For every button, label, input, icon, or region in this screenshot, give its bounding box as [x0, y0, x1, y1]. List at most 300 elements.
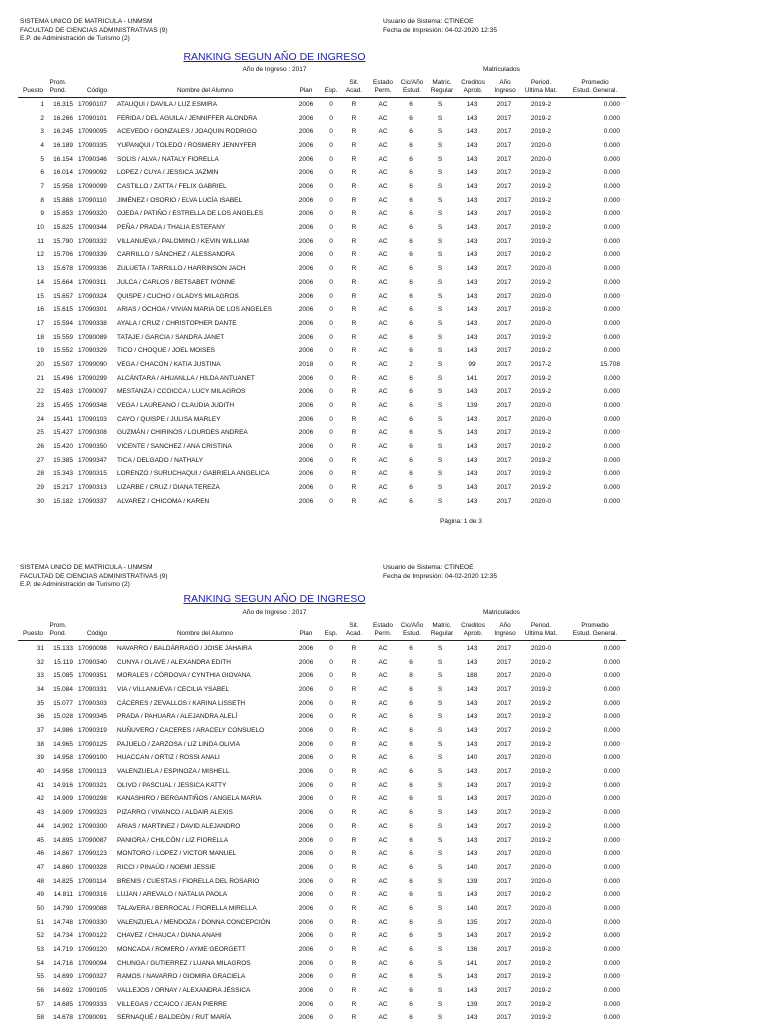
cell-codigo: 17090323 [78, 809, 107, 817]
cell-esp: 0 [329, 850, 333, 858]
cell-prom: 14.895 [53, 836, 73, 844]
cell-codigo: 17090320 [78, 210, 107, 218]
cell-period: 2019-2 [530, 210, 552, 218]
cell-creditos: 143 [466, 456, 478, 464]
cell-esp: 0 [329, 292, 333, 300]
cell-cic: 6 [409, 347, 413, 355]
cell-sit: R [351, 155, 357, 163]
cell-codigo: 17090088 [78, 904, 107, 912]
column-header-label: Regular [430, 629, 454, 637]
cell-puesto: 17 [36, 319, 44, 327]
cell-nombre: QUISPE / CUCHO / GLADYS MILAGROS [117, 292, 239, 300]
cell-puesto: 18 [36, 333, 44, 341]
cell-period: 2019-2 [530, 945, 552, 953]
table-row [0, 277, 640, 290]
table-row [0, 958, 640, 971]
cell-anio: 2017 [496, 128, 512, 136]
cell-sit: R [351, 863, 357, 871]
cell-estado: AC [378, 142, 388, 150]
cell-creditos: 143 [466, 699, 478, 707]
cell-plan: 2006 [298, 658, 314, 666]
cell-codigo: 17090122 [78, 932, 107, 940]
column-header-sit [342, 621, 366, 637]
cell-esp: 0 [329, 196, 333, 204]
cell-promedio: 0.000 [603, 128, 620, 136]
cell-puesto: 33 [36, 672, 44, 680]
cell-promedio: 0.000 [603, 142, 620, 150]
cell-esp: 0 [329, 781, 333, 789]
cell-codigo: 17090346 [78, 155, 107, 163]
cell-promedio: 0.000 [603, 388, 620, 396]
cell-nombre: JIMÉNEZ / OSORIO / ELVA LUCÍA ISABEL [117, 196, 243, 204]
cell-esp: 0 [329, 142, 333, 150]
cell-plan: 2006 [298, 374, 314, 382]
cell-sit: R [351, 456, 357, 464]
table-row [0, 208, 640, 221]
cell-codigo: 17090330 [78, 918, 107, 926]
cell-sit: R [351, 347, 357, 355]
cell-plan: 2006 [298, 265, 314, 273]
cell-cic: 6 [409, 727, 413, 735]
column-header-label: Aprob. [463, 86, 483, 94]
cell-sit: R [351, 754, 357, 762]
column-header-label: Ingreso [494, 86, 516, 94]
cell-cic: 6 [409, 155, 413, 163]
cell-nombre: CARRILLO / SÁNCHEZ / ALESSANDRA [117, 251, 235, 259]
cell-anio: 2017 [496, 333, 512, 341]
cell-esp: 0 [329, 932, 333, 940]
cell-anio: 2017 [496, 822, 512, 830]
cell-creditos: 139 [466, 1000, 478, 1008]
cell-cic: 6 [409, 686, 413, 694]
cell-anio: 2017 [496, 877, 512, 885]
cell-prom: 15.182 [53, 497, 73, 505]
cell-sit: R [351, 237, 357, 245]
cell-nombre: FERIDA / DEL AGUILA / JENNIFFER ALONDRA [117, 114, 258, 122]
cell-matric: S [437, 891, 443, 899]
cell-anio: 2017 [496, 401, 512, 409]
column-header-codigo [82, 78, 112, 94]
table-row [0, 263, 640, 276]
column-header-label: Plan [299, 86, 313, 94]
cell-creditos: 143 [466, 484, 478, 492]
table-row [0, 195, 640, 208]
column-header-label: Perm. [374, 86, 392, 94]
cell-matric: S [437, 292, 443, 300]
cell-nombre: AYALA / CRUZ / CHRISTOPHER DANTE [117, 319, 237, 327]
cell-promedio: 0.000 [603, 497, 620, 505]
column-header-label: Prom. [49, 621, 67, 629]
cell-sit: R [351, 443, 357, 450]
column-header-label: Nombre del Alumno [176, 86, 234, 94]
cell-esp: 0 [329, 686, 333, 694]
table-row [0, 698, 640, 711]
cell-cic: 6 [409, 114, 413, 122]
cell-esp: 0 [329, 374, 333, 382]
header-divider [18, 640, 626, 641]
cell-promedio: 0.000 [603, 237, 620, 245]
cell-promedio: 0.000 [603, 470, 620, 478]
cell-prom: 16.266 [53, 114, 73, 122]
cell-creditos: 143 [466, 686, 478, 694]
cell-estado: AC [378, 768, 388, 776]
table-row [0, 971, 640, 984]
cell-anio: 2017 [496, 686, 512, 694]
cell-esp: 0 [329, 713, 333, 721]
cell-plan: 2006 [298, 429, 314, 437]
cell-codigo: 17090099 [78, 183, 107, 191]
cell-nombre: PANIORA / CHILCÓN / LIZ FIORELLA [117, 836, 229, 844]
column-header-matric [428, 78, 456, 94]
cell-codigo: 17090299 [78, 374, 107, 382]
system-name: SISTEMA UNICO DE MATRICULA - UNMSM [20, 18, 153, 25]
cell-promedio: 0.000 [603, 347, 620, 355]
column-header-label: Ingreso [494, 629, 516, 637]
cell-esp: 0 [329, 210, 333, 218]
cell-esp: 0 [329, 1000, 333, 1008]
cell-puesto: 38 [36, 740, 44, 748]
cell-sit: R [351, 360, 357, 368]
column-header-label: Perm. [374, 629, 392, 637]
cell-plan: 2006 [298, 713, 314, 721]
cell-anio: 2017 [496, 754, 512, 762]
cell-esp: 0 [329, 863, 333, 871]
cell-sit: R [351, 169, 357, 177]
cell-prom: 15.615 [53, 306, 73, 314]
cell-anio: 2017 [496, 781, 512, 789]
cell-nombre: TATAJE / GARCIA / SANDRA JANET [117, 333, 225, 341]
cell-creditos: 143 [466, 932, 478, 940]
cell-anio: 2017 [496, 987, 512, 994]
cell-estado: AC [378, 959, 388, 967]
cell-prom: 16.154 [53, 155, 73, 163]
column-header-label: Estado [373, 78, 393, 86]
cell-estado: AC [378, 713, 388, 721]
cell-creditos: 143 [466, 850, 478, 858]
cell-plan: 2006 [298, 932, 314, 940]
cell-promedio: 0.000 [603, 415, 620, 423]
cell-anio: 2017 [496, 155, 512, 163]
cell-puesto: 1 [40, 101, 44, 108]
column-header-prom_pond [46, 78, 70, 94]
cell-matric: S [437, 727, 443, 735]
cell-cic: 6 [409, 224, 413, 232]
cell-period: 2017-2 [530, 360, 552, 368]
cell-anio: 2017 [496, 1014, 512, 1022]
cell-matric: S [437, 959, 443, 967]
cell-estado: AC [378, 987, 388, 994]
cell-nombre: SOLIS / ALVA / NATALY FIORELLA [117, 155, 219, 163]
cell-creditos: 143 [466, 142, 478, 150]
cell-anio: 2017 [496, 945, 512, 953]
cell-sit: R [351, 822, 357, 830]
cell-cic: 6 [409, 836, 413, 844]
cell-cic: 6 [409, 306, 413, 314]
cell-anio: 2017 [496, 850, 512, 858]
cell-anio: 2017 [496, 374, 512, 382]
cell-codigo: 17090113 [78, 768, 107, 776]
cell-prom: 14.825 [53, 877, 73, 885]
table-row [0, 862, 640, 875]
cell-promedio: 0.000 [603, 251, 620, 259]
cell-sit: R [351, 401, 357, 409]
column-header-label: Pond. [49, 629, 67, 637]
cell-esp: 0 [329, 347, 333, 355]
cell-codigo: 17090313 [78, 484, 107, 492]
cell-period: 2020-0 [530, 918, 552, 926]
cell-nombre: LIZARBE / CRUZ / DIANA TEREZA [117, 484, 220, 492]
cell-promedio: 0.000 [603, 768, 620, 776]
cell-anio: 2017 [496, 1000, 512, 1008]
column-header-codigo [82, 621, 112, 637]
cell-plan: 2006 [298, 292, 314, 300]
column-header-label: Nombre del Alumno [176, 629, 234, 637]
cell-puesto: 12 [36, 251, 44, 259]
cell-plan: 2006 [298, 251, 314, 259]
column-header-label: Ultima Mat. [524, 629, 558, 637]
cell-puesto: 40 [36, 768, 44, 776]
cell-creditos: 140 [466, 863, 478, 871]
cell-sit: R [351, 210, 357, 218]
cell-sit: R [351, 224, 357, 232]
column-header-label: Cic/Año [400, 621, 424, 629]
cell-creditos: 143 [466, 265, 478, 273]
cell-matric: S [437, 973, 443, 981]
table-row [0, 766, 640, 779]
cell-puesto: 57 [36, 1000, 44, 1008]
column-header-promedio [565, 621, 625, 637]
cell-sit: R [351, 497, 357, 505]
cell-puesto: 24 [36, 415, 44, 423]
cell-anio: 2017 [496, 210, 512, 218]
cell-plan: 2006 [298, 686, 314, 694]
cell-esp: 0 [329, 727, 333, 735]
cell-matric: S [437, 645, 443, 652]
cell-period: 2020-0 [530, 877, 552, 885]
cell-anio: 2017 [496, 292, 512, 300]
table-row [0, 889, 640, 902]
cell-puesto: 27 [36, 456, 44, 464]
cell-estado: AC [378, 877, 388, 885]
cell-puesto: 8 [40, 196, 44, 204]
cell-estado: AC [378, 891, 388, 899]
cell-matric: S [437, 795, 443, 803]
cell-period: 2019-2 [530, 114, 552, 122]
cell-cic: 6 [409, 754, 413, 762]
cell-creditos: 143 [466, 645, 478, 652]
cell-matric: S [437, 658, 443, 666]
cell-estado: AC [378, 497, 388, 505]
cell-creditos: 143 [466, 415, 478, 423]
cell-estado: AC [378, 658, 388, 666]
cell-esp: 0 [329, 183, 333, 191]
cell-prom: 15.559 [53, 333, 73, 341]
cell-period: 2020-0 [530, 904, 552, 912]
cell-nombre: VALLEJOS / ORNAY / ALEXANDRA JÉSSICA [117, 987, 251, 994]
cell-cic: 6 [409, 429, 413, 437]
cell-promedio: 0.000 [603, 374, 620, 382]
cell-puesto: 6 [40, 169, 44, 177]
cell-sit: R [351, 645, 357, 652]
cell-period: 2019-2 [530, 251, 552, 259]
cell-nombre: VIA / VILLANUEVA / CECILIA YSABEL [117, 686, 230, 694]
table-row [0, 482, 640, 495]
cell-sit: R [351, 374, 357, 382]
cell-estado: AC [378, 196, 388, 204]
cell-period: 2019-2 [530, 347, 552, 355]
table-row [0, 725, 640, 738]
cell-cic: 6 [409, 850, 413, 858]
cell-nombre: PAJUELO / ZARZOSA / LIZ LINDA OLIVIA [117, 740, 241, 748]
cell-puesto: 23 [36, 401, 44, 409]
report-title: RANKING SEGUN AÑO DE INGRESO [183, 51, 366, 63]
cell-cic: 6 [409, 415, 413, 423]
cell-promedio: 0.000 [603, 658, 620, 666]
cell-nombre: OLIVO / PASCUAL / JESSICA KATTY [117, 781, 227, 789]
cell-plan: 2006 [298, 672, 314, 680]
column-header-label: Puesto [23, 629, 43, 637]
cell-sit: R [351, 142, 357, 150]
cell-nombre: ARIAS / MARTINEZ / DAVID ALEJANDRO [117, 822, 241, 830]
cell-codigo: 17090308 [78, 429, 107, 437]
cell-sit: R [351, 1000, 357, 1008]
cell-cic: 6 [409, 470, 413, 478]
cell-plan: 2006 [298, 278, 314, 286]
cell-creditos: 143 [466, 333, 478, 341]
cell-puesto: 28 [36, 470, 44, 478]
cell-nombre: ALVAREZ / CHICOMA / KAREN [117, 497, 210, 505]
cell-codigo: 17090333 [78, 1000, 107, 1008]
cell-prom: 15.888 [53, 196, 73, 204]
cell-estado: AC [378, 850, 388, 858]
cell-period: 2019-2 [530, 836, 552, 844]
cell-matric: S [437, 809, 443, 817]
table-row [0, 930, 640, 943]
cell-sit: R [351, 278, 357, 286]
table-row [0, 167, 640, 180]
cell-sit: R [351, 987, 357, 994]
cell-plan: 2006 [298, 945, 314, 953]
cell-matric: S [437, 401, 443, 409]
cell-prom: 15.028 [53, 713, 73, 721]
cell-codigo: 17090091 [78, 1014, 107, 1022]
cell-promedio: 0.000 [603, 1014, 620, 1022]
cell-promedio: 0.000 [603, 306, 620, 314]
cell-period: 2020-0 [530, 795, 552, 803]
table-row [0, 400, 640, 413]
column-header-anio [490, 621, 520, 637]
cell-codigo: 17090316 [78, 891, 107, 899]
cell-prom: 15.084 [53, 686, 73, 694]
table-row [0, 318, 640, 331]
cell-sit: R [351, 699, 357, 707]
cell-puesto: 54 [36, 959, 44, 967]
cell-cic: 6 [409, 918, 413, 926]
cell-creditos: 143 [466, 891, 478, 899]
cell-matric: S [437, 388, 443, 396]
cell-cic: 6 [409, 822, 413, 830]
cell-cic: 6 [409, 959, 413, 967]
cell-promedio: 0.000 [603, 850, 620, 858]
cell-anio: 2017 [496, 932, 512, 940]
cell-estado: AC [378, 645, 388, 652]
column-header-label: Matric. [432, 621, 452, 629]
cell-estado: AC [378, 932, 388, 940]
cell-nombre: BRENIS / CUESTAS / FIORELLA DEL ROSARIO [117, 877, 260, 885]
cell-esp: 0 [329, 169, 333, 177]
cell-plan: 2006 [298, 727, 314, 735]
cell-creditos: 143 [466, 497, 478, 505]
cell-puesto: 56 [36, 987, 44, 994]
cell-promedio: 0.000 [603, 932, 620, 940]
cell-period: 2019-2 [530, 699, 552, 707]
cell-codigo: 17090094 [78, 959, 107, 967]
cell-period: 2020-0 [530, 415, 552, 423]
cell-prom: 14.748 [53, 918, 73, 926]
cell-estado: AC [378, 333, 388, 341]
cell-anio: 2017 [496, 645, 512, 652]
cell-plan: 2006 [298, 484, 314, 492]
cell-sit: R [351, 809, 357, 817]
cell-creditos: 139 [466, 877, 478, 885]
cell-estado: AC [378, 836, 388, 844]
cell-anio: 2017 [496, 891, 512, 899]
cell-plan: 2006 [298, 959, 314, 967]
cell-anio: 2017 [496, 169, 512, 177]
cell-creditos: 143 [466, 388, 478, 396]
cell-plan: 2006 [298, 768, 314, 776]
cell-creditos: 143 [466, 1014, 478, 1022]
cell-anio: 2017 [496, 470, 512, 478]
cell-prom: 15.594 [53, 319, 73, 327]
cell-estado: AC [378, 443, 388, 450]
cell-plan: 2006 [298, 754, 314, 762]
cell-anio: 2017 [496, 918, 512, 926]
cell-plan: 2006 [298, 169, 314, 177]
cell-cic: 6 [409, 497, 413, 505]
cell-puesto: 16 [36, 306, 44, 314]
cell-cic: 6 [409, 1000, 413, 1008]
table-row [0, 249, 640, 262]
cell-esp: 0 [329, 360, 333, 368]
cell-plan: 2006 [298, 388, 314, 396]
cell-prom: 15.790 [53, 237, 73, 245]
cell-codigo: 17090315 [78, 470, 107, 478]
cell-promedio: 0.000 [603, 918, 620, 926]
cell-prom: 14.958 [53, 754, 73, 762]
cell-plan: 2006 [298, 128, 314, 136]
header-meta [383, 18, 497, 35]
cell-codigo: 17090090 [78, 360, 107, 368]
cell-codigo: 17090350 [78, 443, 107, 450]
cell-matric: S [437, 484, 443, 492]
cell-prom: 14.867 [53, 850, 73, 858]
cell-promedio: 0.000 [603, 699, 620, 707]
cell-creditos: 143 [466, 781, 478, 789]
column-header-esp [321, 621, 341, 637]
cell-cic: 6 [409, 183, 413, 191]
cell-puesto: 48 [36, 877, 44, 885]
cell-promedio: 0.000 [603, 987, 620, 994]
cell-plan: 2006 [298, 699, 314, 707]
cell-plan: 2006 [298, 497, 314, 505]
cell-sit: R [351, 768, 357, 776]
cell-promedio: 0.000 [603, 754, 620, 762]
table-row [0, 441, 640, 454]
cell-esp: 0 [329, 645, 333, 652]
cell-prom: 15.664 [53, 278, 73, 286]
school-name: E.P. de Administración de Turismo (2) [20, 581, 130, 589]
